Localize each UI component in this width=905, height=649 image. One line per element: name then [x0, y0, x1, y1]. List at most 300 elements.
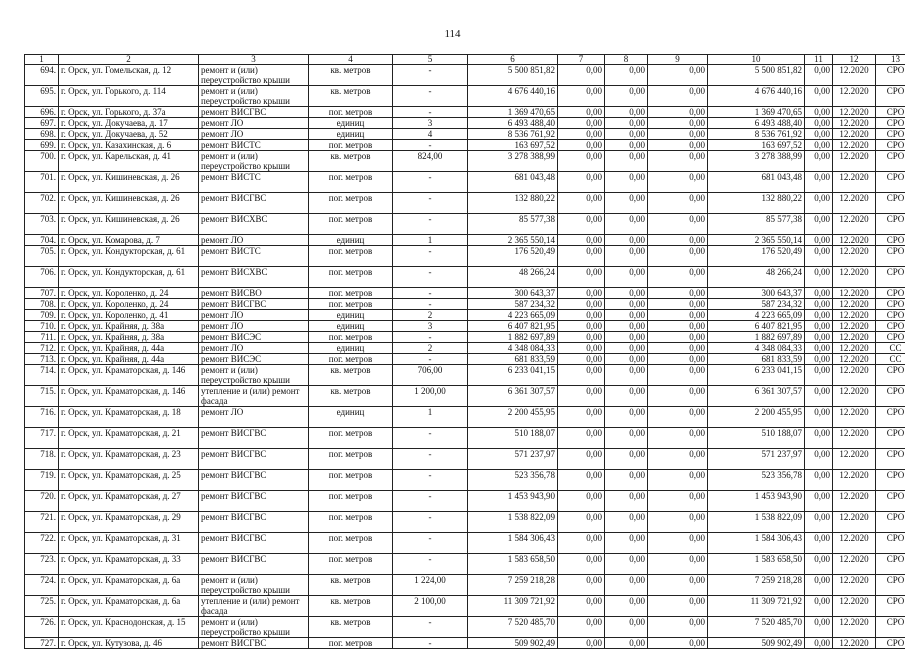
cell-unit: единиц	[309, 321, 393, 332]
cell-deadline: 12.2020	[833, 246, 876, 267]
column-header: 12	[833, 55, 876, 65]
cell-total-cost: 7 520 485,70	[468, 617, 558, 638]
cell-work-type: ремонт ВИСХВС	[199, 267, 309, 288]
cell-work-type: ремонт ВИСТС	[199, 246, 309, 267]
cell-row-number: 700.	[25, 151, 59, 172]
cell-fund-share: 0,00	[558, 575, 605, 596]
table-row	[25, 428, 905, 449]
cell-row-number: 725.	[25, 596, 59, 617]
cell-local-share: 0,00	[648, 65, 708, 86]
cell-quantity: -	[393, 332, 468, 343]
cell-deadline: 12.2020	[833, 235, 876, 246]
cell-work-type: ремонт ВИСГВС	[199, 299, 309, 310]
table-row	[25, 172, 905, 193]
cell-budget-share: 0,00	[605, 129, 648, 140]
cell-budget-share: 0,00	[605, 554, 648, 575]
cell-owner-funds: 1 882 697,89	[708, 332, 805, 343]
cell-other-funds: 0,00	[805, 354, 833, 365]
cell-quantity: -	[393, 172, 468, 193]
cell-method: СРО	[876, 491, 905, 512]
cell-address: г. Орск, ул. Краматорская, д. 29	[59, 512, 199, 533]
cell-total-cost: 163 697,52	[468, 140, 558, 151]
cell-local-share: 0,00	[648, 214, 708, 235]
cell-row-number: 718.	[25, 449, 59, 470]
cell-method: СРО	[876, 172, 905, 193]
cell-local-share: 0,00	[648, 246, 708, 267]
cell-total-cost: 48 266,24	[468, 267, 558, 288]
table-row	[25, 491, 905, 512]
cell-work-type: ремонт ВИСЭС	[199, 332, 309, 343]
column-header: 10	[708, 55, 805, 65]
table-row	[25, 140, 905, 151]
cell-local-share: 0,00	[648, 151, 708, 172]
cell-unit: кв. метров	[309, 86, 393, 107]
cell-unit: пог. метров	[309, 214, 393, 235]
cell-total-cost: 6 361 307,57	[468, 386, 558, 407]
cell-local-share: 0,00	[648, 575, 708, 596]
column-header: 9	[648, 55, 708, 65]
cell-quantity: -	[393, 512, 468, 533]
cell-budget-share: 0,00	[605, 246, 648, 267]
cell-local-share: 0,00	[648, 129, 708, 140]
cell-deadline: 12.2020	[833, 310, 876, 321]
cell-row-number: 695.	[25, 86, 59, 107]
cell-method: СРО	[876, 118, 905, 129]
cell-budget-share: 0,00	[605, 107, 648, 118]
cell-local-share: 0,00	[648, 107, 708, 118]
cell-owner-funds: 510 188,07	[708, 428, 805, 449]
cell-work-type: ремонт ЛО	[199, 118, 309, 129]
cell-row-number: 694.	[25, 65, 59, 86]
cell-deadline: 12.2020	[833, 172, 876, 193]
cell-quantity: -	[393, 214, 468, 235]
cell-other-funds: 0,00	[805, 321, 833, 332]
table-row	[25, 386, 905, 407]
cell-local-share: 0,00	[648, 288, 708, 299]
table-row	[25, 638, 905, 649]
column-header: 3	[199, 55, 309, 65]
cell-address: г. Орск, ул. Короленко, д. 41	[59, 310, 199, 321]
table-row	[25, 512, 905, 533]
cell-quantity: 1	[393, 407, 468, 428]
cell-quantity: -	[393, 246, 468, 267]
cell-method: СРО	[876, 449, 905, 470]
cell-row-number: 714.	[25, 365, 59, 386]
cell-work-type: утепление и (или) ремонт фасада	[199, 596, 309, 617]
cell-local-share: 0,00	[648, 310, 708, 321]
cell-fund-share: 0,00	[558, 449, 605, 470]
cell-work-type: ремонт ВИСТС	[199, 140, 309, 151]
cell-other-funds: 0,00	[805, 267, 833, 288]
table-row	[25, 118, 905, 129]
cell-deadline: 12.2020	[833, 407, 876, 428]
cell-other-funds: 0,00	[805, 554, 833, 575]
table-row	[25, 151, 905, 172]
cell-work-type: ремонт ЛО	[199, 235, 309, 246]
cell-local-share: 0,00	[648, 321, 708, 332]
cell-other-funds: 0,00	[805, 310, 833, 321]
cell-work-type: ремонт и (или) переустройство крыши	[199, 617, 309, 638]
cell-fund-share: 0,00	[558, 332, 605, 343]
cell-row-number: 698.	[25, 129, 59, 140]
cell-total-cost: 571 237,97	[468, 449, 558, 470]
cell-other-funds: 0,00	[805, 617, 833, 638]
cell-unit: пог. метров	[309, 491, 393, 512]
cell-unit: пог. метров	[309, 638, 393, 649]
table-row	[25, 86, 905, 107]
cell-work-type: ремонт ЛО	[199, 407, 309, 428]
cell-local-share: 0,00	[648, 386, 708, 407]
cell-local-share: 0,00	[648, 491, 708, 512]
cell-fund-share: 0,00	[558, 512, 605, 533]
cell-fund-share: 0,00	[558, 299, 605, 310]
cell-local-share: 0,00	[648, 638, 708, 649]
cell-fund-share: 0,00	[558, 193, 605, 214]
cell-method: СРО	[876, 321, 905, 332]
cell-owner-funds: 6 361 307,57	[708, 386, 805, 407]
cell-budget-share: 0,00	[605, 86, 648, 107]
cell-deadline: 12.2020	[833, 332, 876, 343]
cell-other-funds: 0,00	[805, 512, 833, 533]
table-row	[25, 332, 905, 343]
cell-deadline: 12.2020	[833, 107, 876, 118]
cell-fund-share: 0,00	[558, 428, 605, 449]
cell-budget-share: 0,00	[605, 533, 648, 554]
cell-other-funds: 0,00	[805, 428, 833, 449]
cell-unit: пог. метров	[309, 428, 393, 449]
cell-quantity: 4	[393, 129, 468, 140]
cell-deadline: 12.2020	[833, 638, 876, 649]
cell-owner-funds: 1 584 306,43	[708, 533, 805, 554]
cell-quantity: -	[393, 267, 468, 288]
cell-other-funds: 0,00	[805, 235, 833, 246]
cell-method: СРО	[876, 365, 905, 386]
cell-quantity: -	[393, 449, 468, 470]
cell-other-funds: 0,00	[805, 332, 833, 343]
cell-work-type: ремонт ВИСГВС	[199, 491, 309, 512]
cell-owner-funds: 300 643,37	[708, 288, 805, 299]
cell-owner-funds: 587 234,32	[708, 299, 805, 310]
cell-deadline: 12.2020	[833, 118, 876, 129]
cell-other-funds: 0,00	[805, 65, 833, 86]
cell-address: г. Орск, ул. Кишиневская, д. 26	[59, 172, 199, 193]
table-row	[25, 246, 905, 267]
cell-quantity: 2	[393, 343, 468, 354]
cell-quantity: -	[393, 428, 468, 449]
table-row	[25, 407, 905, 428]
cell-address: г. Орск, ул. Краматорская, д. 6а	[59, 575, 199, 596]
cell-row-number: 699.	[25, 140, 59, 151]
cell-row-number: 715.	[25, 386, 59, 407]
cell-work-type: утепление и (или) ремонт фасада	[199, 386, 309, 407]
cell-total-cost: 300 643,37	[468, 288, 558, 299]
cell-unit: пог. метров	[309, 354, 393, 365]
cell-local-share: 0,00	[648, 449, 708, 470]
table-row	[25, 267, 905, 288]
cell-address: г. Орск, ул. Кишиневская, д. 26	[59, 193, 199, 214]
cell-work-type: ремонт и (или) переустройство крыши	[199, 151, 309, 172]
cell-quantity: -	[393, 107, 468, 118]
cell-address: г. Орск, ул. Краматорская, д. 25	[59, 470, 199, 491]
cell-budget-share: 0,00	[605, 449, 648, 470]
cell-work-type: ремонт ЛО	[199, 310, 309, 321]
cell-fund-share: 0,00	[558, 129, 605, 140]
cell-method: СРО	[876, 617, 905, 638]
cell-budget-share: 0,00	[605, 299, 648, 310]
cell-unit: кв. метров	[309, 151, 393, 172]
cell-budget-share: 0,00	[605, 428, 648, 449]
cell-owner-funds: 571 237,97	[708, 449, 805, 470]
cell-unit: пог. метров	[309, 533, 393, 554]
cell-deadline: 12.2020	[833, 596, 876, 617]
cell-row-number: 707.	[25, 288, 59, 299]
cell-other-funds: 0,00	[805, 86, 833, 107]
cell-row-number: 696.	[25, 107, 59, 118]
cell-fund-share: 0,00	[558, 365, 605, 386]
cell-owner-funds: 2 365 550,14	[708, 235, 805, 246]
table-row	[25, 617, 905, 638]
cell-owner-funds: 681 043,48	[708, 172, 805, 193]
cell-method: СРО	[876, 214, 905, 235]
table-row	[25, 214, 905, 235]
cell-method: СРО	[876, 386, 905, 407]
cell-budget-share: 0,00	[605, 288, 648, 299]
cell-other-funds: 0,00	[805, 638, 833, 649]
cell-work-type: ремонт ВИСГВС	[199, 533, 309, 554]
cell-quantity: 1	[393, 235, 468, 246]
cell-budget-share: 0,00	[605, 151, 648, 172]
cell-owner-funds: 3 278 388,99	[708, 151, 805, 172]
cell-row-number: 705.	[25, 246, 59, 267]
cell-total-cost: 1 453 943,90	[468, 491, 558, 512]
cell-unit: единиц	[309, 407, 393, 428]
column-header: 8	[605, 55, 648, 65]
cell-work-type: ремонт ЛО	[199, 343, 309, 354]
cell-local-share: 0,00	[648, 596, 708, 617]
cell-owner-funds: 4 348 084,33	[708, 343, 805, 354]
cell-row-number: 697.	[25, 118, 59, 129]
cell-row-number: 720.	[25, 491, 59, 512]
cell-address: г. Орск, ул. Комарова, д. 7	[59, 235, 199, 246]
cell-deadline: 12.2020	[833, 343, 876, 354]
cell-local-share: 0,00	[648, 470, 708, 491]
cell-owner-funds: 1 583 658,50	[708, 554, 805, 575]
cell-budget-share: 0,00	[605, 343, 648, 354]
cell-address: г. Орск, ул. Казахинская, д. 6	[59, 140, 199, 151]
cell-other-funds: 0,00	[805, 386, 833, 407]
cell-address: г. Орск, ул. Горького, д. 114	[59, 86, 199, 107]
cell-budget-share: 0,00	[605, 386, 648, 407]
cell-row-number: 723.	[25, 554, 59, 575]
cell-unit: единиц	[309, 343, 393, 354]
cell-fund-share: 0,00	[558, 596, 605, 617]
cell-method: СРО	[876, 107, 905, 118]
cell-method: СРО	[876, 151, 905, 172]
cell-quantity: 2	[393, 310, 468, 321]
cell-address: г. Орск, ул. Краматорская, д. 21	[59, 428, 199, 449]
cell-fund-share: 0,00	[558, 118, 605, 129]
cell-owner-funds: 48 266,24	[708, 267, 805, 288]
cell-local-share: 0,00	[648, 533, 708, 554]
cell-method: СРО	[876, 470, 905, 491]
cell-local-share: 0,00	[648, 140, 708, 151]
cell-unit: пог. метров	[309, 246, 393, 267]
cell-owner-funds: 1 369 470,65	[708, 107, 805, 118]
cell-row-number: 701.	[25, 172, 59, 193]
cell-work-type: ремонт ВИСГВС	[199, 107, 309, 118]
cell-row-number: 709.	[25, 310, 59, 321]
cell-address: г. Орск, ул. Докучаева, д. 52	[59, 129, 199, 140]
cell-local-share: 0,00	[648, 407, 708, 428]
cell-total-cost: 8 536 761,92	[468, 129, 558, 140]
cell-deadline: 12.2020	[833, 617, 876, 638]
cell-total-cost: 4 223 665,09	[468, 310, 558, 321]
cell-fund-share: 0,00	[558, 407, 605, 428]
cell-fund-share: 0,00	[558, 386, 605, 407]
cell-owner-funds: 163 697,52	[708, 140, 805, 151]
cell-owner-funds: 4 223 665,09	[708, 310, 805, 321]
cell-other-funds: 0,00	[805, 343, 833, 354]
cell-address: г. Орск, ул. Горького, д. 37а	[59, 107, 199, 118]
cell-budget-share: 0,00	[605, 365, 648, 386]
cell-budget-share: 0,00	[605, 491, 648, 512]
cell-quantity: -	[393, 470, 468, 491]
cell-fund-share: 0,00	[558, 235, 605, 246]
cell-row-number: 702.	[25, 193, 59, 214]
cell-deadline: 12.2020	[833, 140, 876, 151]
cell-fund-share: 0,00	[558, 151, 605, 172]
cell-row-number: 716.	[25, 407, 59, 428]
cell-fund-share: 0,00	[558, 617, 605, 638]
cell-total-cost: 681 043,48	[468, 172, 558, 193]
table-row	[25, 288, 905, 299]
cell-quantity: -	[393, 65, 468, 86]
cell-deadline: 12.2020	[833, 214, 876, 235]
cell-total-cost: 11 309 721,92	[468, 596, 558, 617]
table-row	[25, 354, 905, 365]
cell-total-cost: 132 880,22	[468, 193, 558, 214]
cell-address: г. Орск, ул. Краматорская, д. 146	[59, 386, 199, 407]
cell-budget-share: 0,00	[605, 321, 648, 332]
cell-other-funds: 0,00	[805, 107, 833, 118]
cell-budget-share: 0,00	[605, 235, 648, 246]
cell-owner-funds: 7 520 485,70	[708, 617, 805, 638]
cell-work-type: ремонт ВИСЭС	[199, 354, 309, 365]
cell-owner-funds: 523 356,78	[708, 470, 805, 491]
cell-unit: пог. метров	[309, 193, 393, 214]
cell-fund-share: 0,00	[558, 267, 605, 288]
cell-total-cost: 2 200 455,95	[468, 407, 558, 428]
cell-budget-share: 0,00	[605, 575, 648, 596]
cell-quantity: -	[393, 193, 468, 214]
cell-other-funds: 0,00	[805, 491, 833, 512]
cell-unit: пог. метров	[309, 299, 393, 310]
cell-unit: кв. метров	[309, 65, 393, 86]
cell-method: СРО	[876, 246, 905, 267]
column-header: 13	[876, 55, 905, 65]
cell-total-cost: 6 233 041,15	[468, 365, 558, 386]
cell-deadline: 12.2020	[833, 428, 876, 449]
cell-deadline: 12.2020	[833, 354, 876, 365]
cell-row-number: 713.	[25, 354, 59, 365]
cell-method: СС	[876, 343, 905, 354]
cell-method: СРО	[876, 596, 905, 617]
cell-total-cost: 1 583 658,50	[468, 554, 558, 575]
cell-address: г. Орск, ул. Карельская, д. 41	[59, 151, 199, 172]
cell-row-number: 719.	[25, 470, 59, 491]
cell-quantity: 1 224,00	[393, 575, 468, 596]
cell-total-cost: 681 833,59	[468, 354, 558, 365]
cell-fund-share: 0,00	[558, 288, 605, 299]
cell-quantity: -	[393, 617, 468, 638]
cell-total-cost: 6 407 821,95	[468, 321, 558, 332]
cell-unit: единиц	[309, 235, 393, 246]
cell-other-funds: 0,00	[805, 172, 833, 193]
cell-unit: кв. метров	[309, 596, 393, 617]
cell-fund-share: 0,00	[558, 554, 605, 575]
cell-budget-share: 0,00	[605, 267, 648, 288]
cell-budget-share: 0,00	[605, 354, 648, 365]
cell-row-number: 703.	[25, 214, 59, 235]
table-row	[25, 554, 905, 575]
cell-row-number: 721.	[25, 512, 59, 533]
cell-work-type: ремонт и (или) переустройство крыши	[199, 575, 309, 596]
cell-budget-share: 0,00	[605, 172, 648, 193]
cell-other-funds: 0,00	[805, 288, 833, 299]
cell-owner-funds: 681 833,59	[708, 354, 805, 365]
cell-fund-share: 0,00	[558, 321, 605, 332]
cell-unit: пог. метров	[309, 140, 393, 151]
cell-address: г. Орск, ул. Краматорская, д. 27	[59, 491, 199, 512]
cell-owner-funds: 132 880,22	[708, 193, 805, 214]
cell-work-type: ремонт ВИСГВС	[199, 512, 309, 533]
cell-address: г. Орск, ул. Краматорская, д. 6а	[59, 596, 199, 617]
cell-owner-funds: 2 200 455,95	[708, 407, 805, 428]
cell-other-funds: 0,00	[805, 129, 833, 140]
cell-budget-share: 0,00	[605, 596, 648, 617]
cell-address: г. Орск, ул. Короленко, д. 24	[59, 288, 199, 299]
cell-other-funds: 0,00	[805, 246, 833, 267]
cell-address: г. Орск, ул. Кишиневская, д. 26	[59, 214, 199, 235]
cell-fund-share: 0,00	[558, 246, 605, 267]
cell-method: СРО	[876, 299, 905, 310]
cell-unit: пог. метров	[309, 332, 393, 343]
cell-deadline: 12.2020	[833, 386, 876, 407]
column-header: 6	[468, 55, 558, 65]
cell-other-funds: 0,00	[805, 118, 833, 129]
cell-method: СРО	[876, 638, 905, 649]
cell-unit: единиц	[309, 129, 393, 140]
column-header: 4	[309, 55, 393, 65]
cell-address: г. Орск, ул. Краматорская, д. 18	[59, 407, 199, 428]
cell-other-funds: 0,00	[805, 365, 833, 386]
cell-quantity: -	[393, 288, 468, 299]
cell-fund-share: 0,00	[558, 354, 605, 365]
cell-budget-share: 0,00	[605, 118, 648, 129]
cell-fund-share: 0,00	[558, 310, 605, 321]
cell-total-cost: 85 577,38	[468, 214, 558, 235]
cell-address: г. Орск, ул. Кутузова, д. 46	[59, 638, 199, 649]
cell-quantity: 1 200,00	[393, 386, 468, 407]
cell-budget-share: 0,00	[605, 65, 648, 86]
cell-quantity: 3	[393, 321, 468, 332]
cell-method: СРО	[876, 428, 905, 449]
cell-work-type: ремонт ЛО	[199, 129, 309, 140]
table-row	[25, 321, 905, 332]
cell-unit: кв. метров	[309, 386, 393, 407]
cell-other-funds: 0,00	[805, 596, 833, 617]
cell-deadline: 12.2020	[833, 193, 876, 214]
